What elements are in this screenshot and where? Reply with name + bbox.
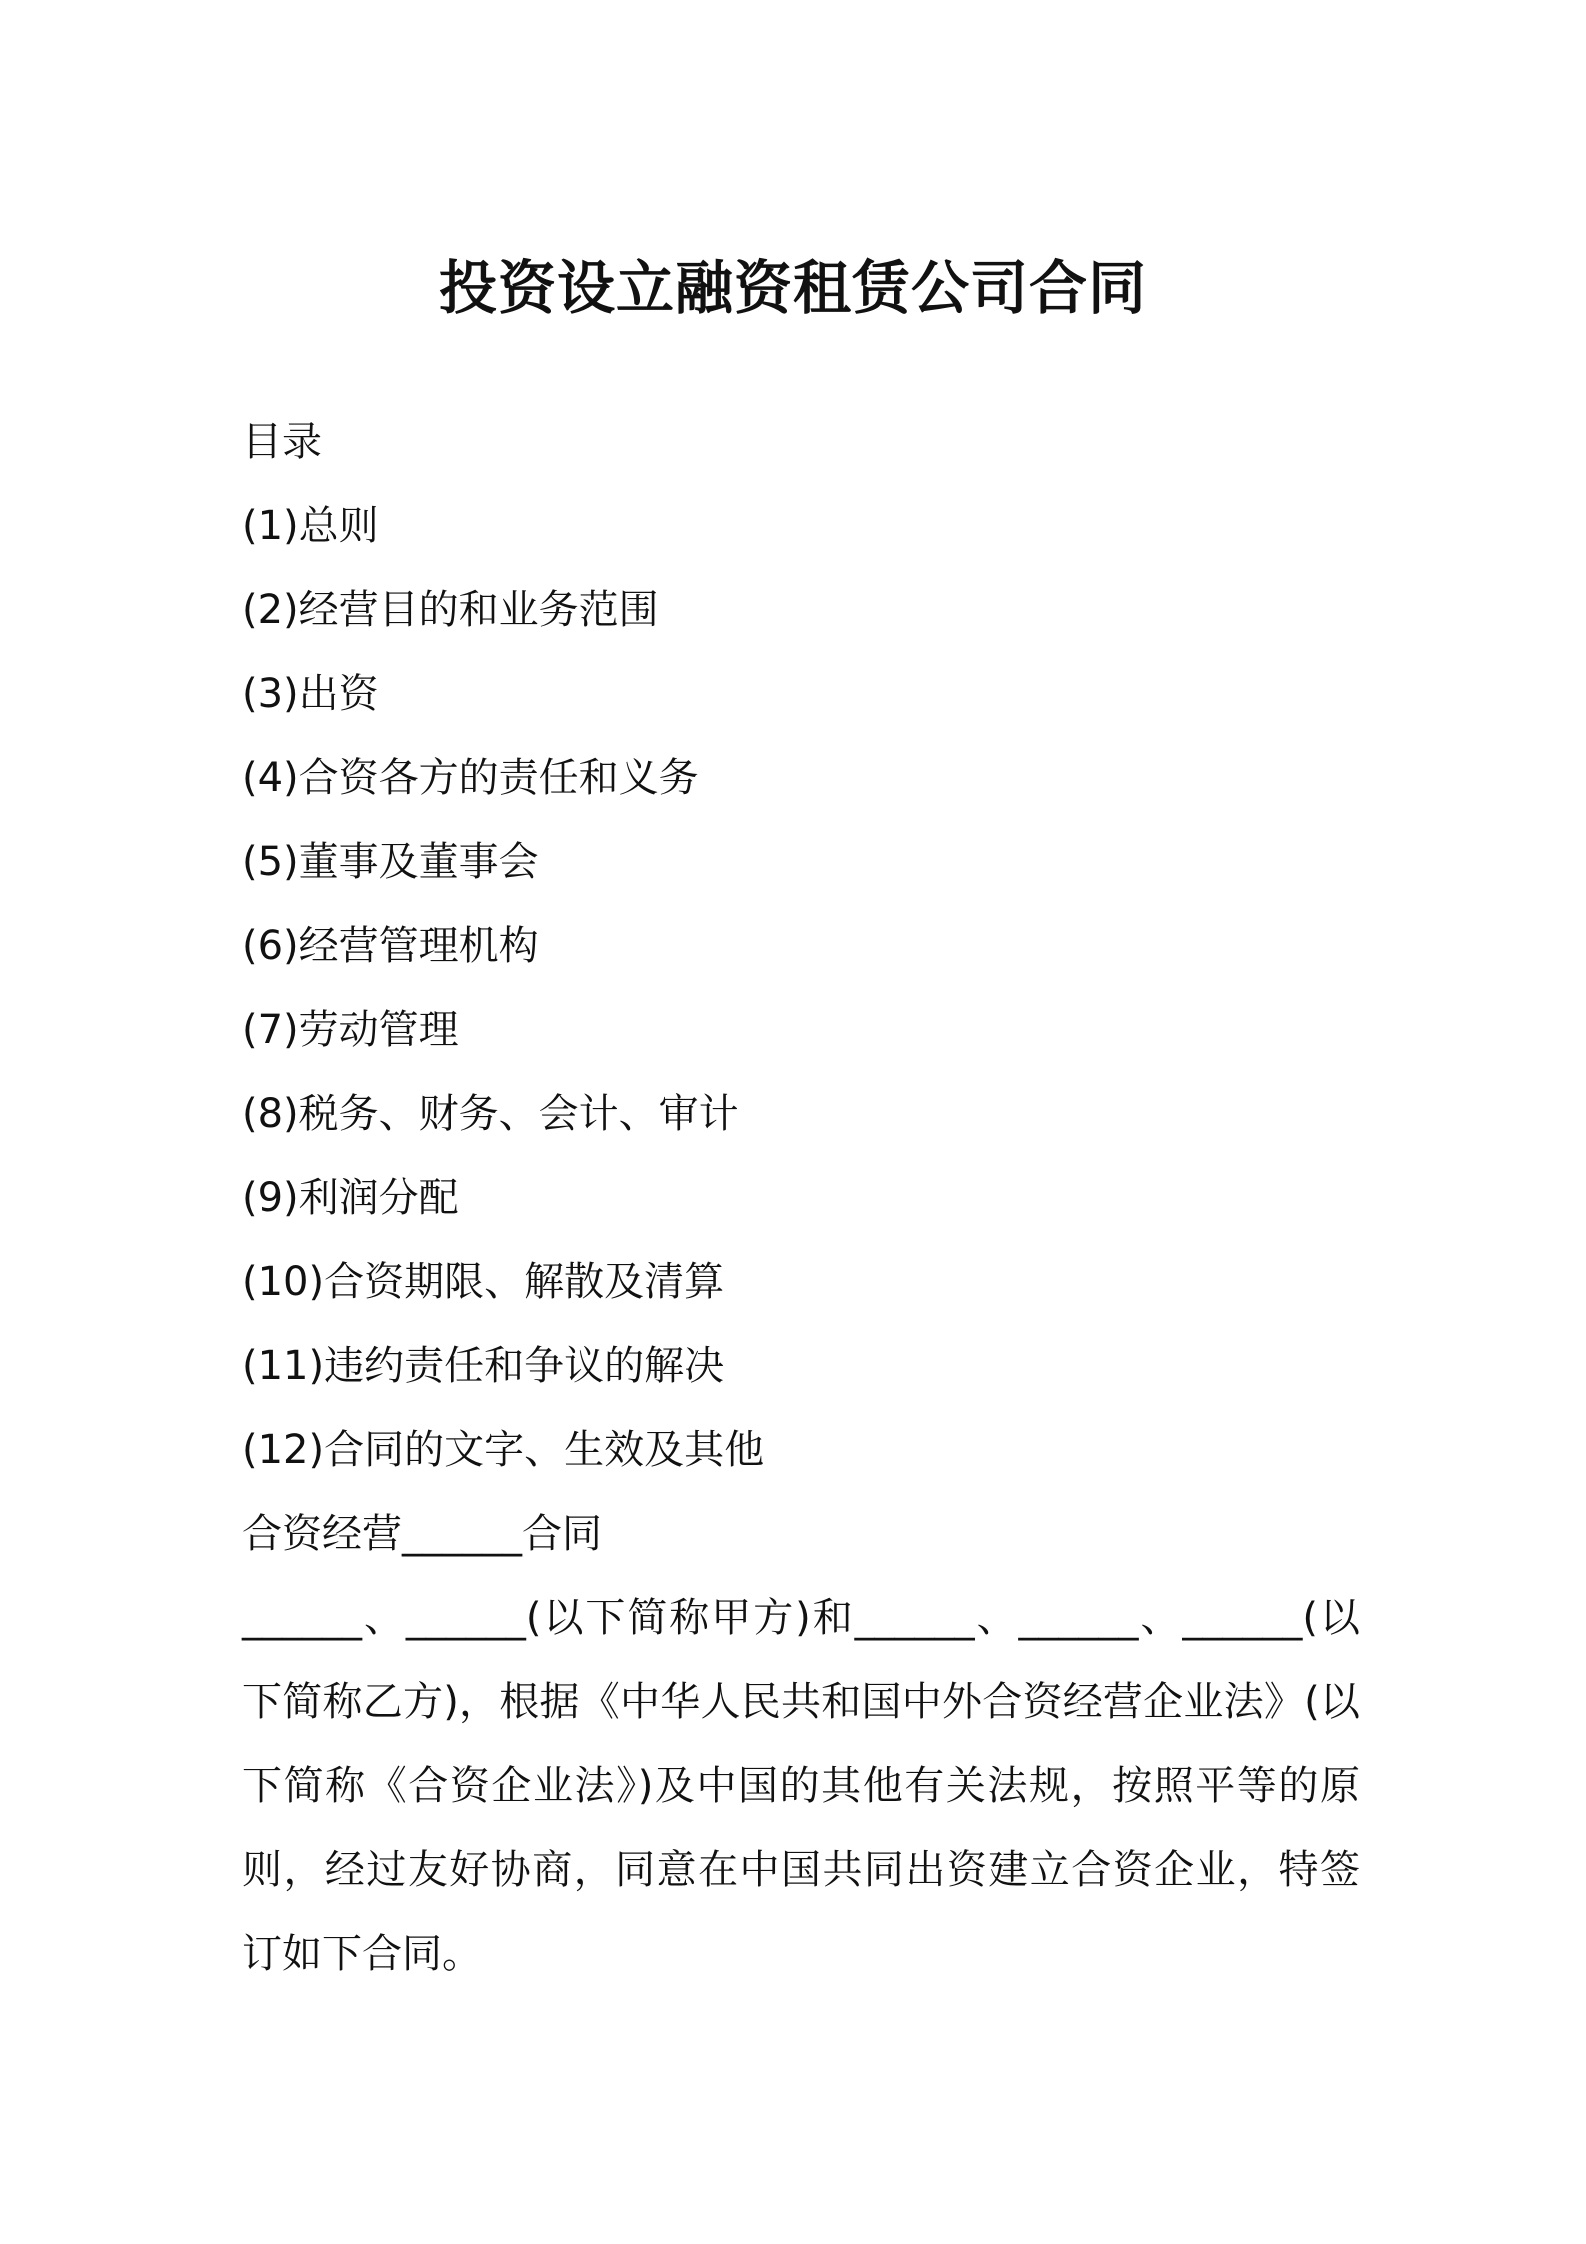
toc-item-4: (4)合资各方的责任和义务 <box>242 755 699 801</box>
toc-item-11: (11)违约责任和争议的解决 <box>242 1343 725 1389</box>
toc-item-5: (5)董事及董事会 <box>242 839 539 885</box>
toc-item-6: (6)经营管理机构 <box>242 923 539 969</box>
preamble-paragraph: ______、______(以下简称甲方)和______、______、______(以下简称乙方)，根据《中华人民共和国中外合资经营企业法》(以下简称《合资企业法》)及中国的其他有关法规，按照平等的原则，经过友好协商，同意在中国共同出资建立合资企业，特签订如下合同。 <box>242 1595 1360 1977</box>
toc-item-3: (3)出资 <box>242 671 379 717</box>
toc-heading: 目录 <box>242 419 322 465</box>
document-body <box>242 400 1360 1996</box>
document-title: 投资设立融资租赁公司合同 <box>438 254 1147 322</box>
toc-item-9: (9)利润分配 <box>242 1175 459 1221</box>
toc-item-1: (1)总则 <box>242 503 379 549</box>
toc-item-12: (12)合同的文字、生效及其他 <box>242 1427 765 1473</box>
contract-name-line: 合资经营______合同 <box>242 1511 602 1557</box>
toc-item-2: (2)经营目的和业务范围 <box>242 587 659 633</box>
toc-item-10: (10)合资期限、解散及清算 <box>242 1259 725 1305</box>
toc-item-8: (8)税务、财务、会计、审计 <box>242 1091 739 1137</box>
toc-item-7: (7)劳动管理 <box>242 1007 459 1053</box>
